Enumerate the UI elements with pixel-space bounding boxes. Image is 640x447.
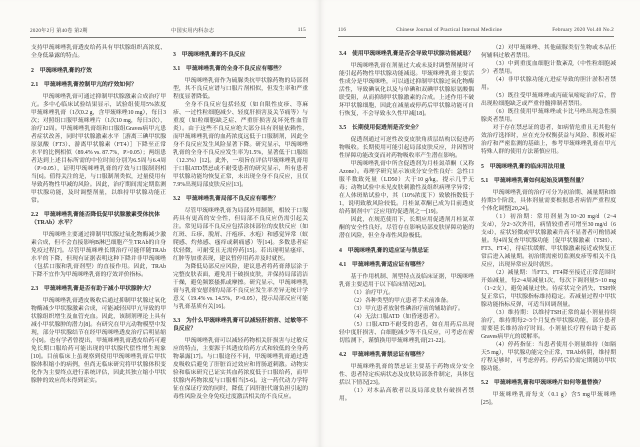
paragraph: 甲巯咪唑乳膏中所含促透剂为月桂氮䓬酮（又称Azone）。毒理学研究显示该成分安全性良好：急性口服半数致死量（LD50）大于10 g/kg，提示几乎无毒；动物试验中未见皮肤刺激性及组织病理学异常；在人体斑贴试验中，其（10%浓度下）致敏指数低于1，说明致敏风险较低。月桂氮䓬酮已成为目前透皮给药制剂中广泛应用的促透剂之一[19]。 [339, 161, 474, 215]
question-heading: 4.2 甲巯咪唑乳膏禁忌证有哪些？ [339, 352, 428, 358]
section-heading: 2 甲巯咪唑乳膏的疗效 [31, 68, 92, 74]
section-heading: 3 甲巯咪唑乳膏的不良反应 [173, 52, 246, 58]
section-heading: 4 甲巯咪唑乳膏的适应证与禁忌证 [339, 248, 429, 254]
header-journal-title-cn: 中国实用内科杂志 [171, 28, 215, 34]
question-heading: 2.3 甲巯咪唑乳膏是否有助于减小甲状腺肿大？ [31, 286, 155, 292]
question-heading: 2.2 甲巯咪唑乳膏能否降低促甲状腺激素受体抗体（TRAb）水平？ [31, 212, 160, 226]
question-heading: 3.1 甲巯咪唑乳膏的全身不良反应有哪些？ [173, 66, 285, 72]
text-column [173, 44, 308, 426]
paragraph: 支持甲巯咪唑乳膏透皮给药具有甲状腺组织高浓度、全身低暴露的特点。 [31, 45, 166, 59]
paragraph: 甲巯咪唑主要通过抑制甲状腺过氧化物酶减少激素合成，但不会直接影响B淋巴细胞产生TRAb的自身免疫过程[7]。尽管甲巯咪唑长期治疗可能伴随TRAb水平的下降，但现有证据表明这种下降并非甲巯咪唑（包括口服和乳膏剂型）的直接作用。因此，TRAb下降不宜作为甲巯咪唑乳膏的疗效评价指标。 [31, 232, 166, 278]
paragraph: 为降低局部反应风险，建议患者将药膏薄层涂于完整皮肤表面，避免用于破损皮肤，并保持局部清洁干燥，避免频繁搔抓或摩擦。研究显示，甲巯咪唑乳膏与乳膏安慰剂的局部不良反应发生率差异无统计学意义（19.4% vs. 14.5%，P>0.05），提示局部反应可能与乳膏基质有关[16]。 [173, 264, 308, 310]
paragraph: （3）甲亢患者放射性碘治疗前的辅助治疗。 [350, 306, 464, 312]
paragraph: 甲巯咪唑乳膏可通过抑制甲状腺激素合成治疗甲亢。多中心临床试验结果显示，试验组使用5%浓度甲巯咪唑乳膏（1次0.2 g，含甲巯咪唑10 mg），每日3次；对照组口服甲巯咪唑片（1次10 mg，每日3次），治疗12周。甲巯咪唑乳膏组和口服组Graves病甲亢患者症状改善，同时甲状腺激素水平［游离三碘甲状腺原氨酸（FT3）、游离甲状腺素（FT4）］下降至正常水平的比例相似（89.4% vs. 87.7%，P>0.05）；两组患者达到上述目标所需的中位时间分别为6.5周与6.4周（P>0.05），证明甲巯咪唑乳膏的疗效与口服制剂相当[6]。值得关注的是，与口服制剂类似，过量使用有导致药物性甲减的风险。因此，治疗期间需定期监测甲状腺功能，及时调整剂量，以维持甲状腺功能正常。 [31, 94, 166, 204]
text-column [481, 44, 616, 426]
paragraph: 促透剂通过可逆性改变皮肤角质层结构以促进药物吸收。长期使用可能引起局部皮肤反应，并因暂时性屏障功能改变而对药物吸收率产生潜在影响。 [339, 137, 474, 159]
paragraph: 甲巯咪唑乳膏作为硫脲类抗甲状腺药物的局部剂型，其不良反应谱与口服片剂相似，但发生率和严重程度显著降低。 [173, 78, 308, 100]
paragraph: 甲巯咪唑乳膏透皮吸收后通过抑制甲状腺过氧化物酶减少甲状腺激素合成，可能减轻因甲亢导致的甲状腺组织增生及血管充血。因此，该制剂理论上具有减小甲状腺肿的潜力[8]。有研究在甲亢动物模型中发现，部分甲状腺结节在经甲巯咪唑透皮治疗后明显缩小[9]。也有学者曾提出，甲巯咪唑乳膏透皮给药可避免长期口服给药可能出现的甲状腺代偿性增生现象[10]。目前临床上虽观察到使用甲巯咪唑乳膏后甲状腺体积缩小的病例，但尚无临床研究将甲状腺体积变化作为主要终点进行系统评估，因此其独立缩小甲状腺肿的效应尚未得到证实。 [31, 298, 166, 384]
question-heading: 5.2 甲巯咪唑乳膏和甲巯咪唑片如何等量替换？ [481, 380, 605, 386]
text-column [31, 44, 166, 426]
question-heading: 5.1 甲巯咪唑乳膏如何起始及调整剂量？ [481, 178, 587, 184]
paragraph: （3）维持期：以维持TSH正常的最小剂量持续治疗，维持期每2~3个月复查甲状腺功能，部分患者需要延长维持治疗时间。小剂量长疗程有助于提高Graves病甲亢的缓解率。 [481, 310, 616, 340]
paragraph: （6）既往使用甲巯咪唑或卡比马唑出现急性胰腺炎者禁用。 [481, 109, 616, 123]
paragraph: （3）中到重度血细胞计数紊乱（中性粒细胞减少）者禁用。 [481, 61, 616, 75]
running-header-right [338, 27, 614, 37]
paragraph: 甲巯咪唑乳膏的禁忌证主要基于药物成分安全性、患者特定疾病状态及皮肤局部条件制定，具体包括以下情况[23]。 [339, 364, 474, 386]
paragraph: 甲巯咪唑乳膏可以减轻药物相关肝损害与过敏反应的特点，主要源于其透皮给药方式和较低的全身药物暴露[17]。与口服途径不同，甲巯咪唑乳膏通过透皮吸收后避免了肝脏首过效应和胃肠道刺激。动物实验和临床研究已证实其血药浓度低于口服给药，而甲状腺内药物浓度与口服相当[5-6]。这一药代动力学特征在保证疗效的同时，降低了因肝脏代谢负担引起的毒性风险及全身免疫过度激活相关的不良反应。 [173, 338, 308, 400]
header-issue-en: February 2020 Vol.40 No.2 [552, 27, 614, 33]
paragraph: 因此，在规范使用下，长期应用促透剂月桂氮䓬酮的安全性良好。尽管存在影响局部皮肤屏障功能的潜在风险，但全身毒性风险极低。 [339, 217, 474, 239]
paragraph: （5）口服ATD不耐受的患者，如在用药后出现轻中度肝损害、白细胞减少等不良反应，可考虑在密切监测下，谨慎换用甲巯咪唑乳膏[21-22]。 [339, 322, 474, 344]
running-header-left [30, 27, 306, 38]
question-heading: 2.1 甲巯咪唑乳膏控制甲亢的疗效如何？ [31, 82, 137, 88]
paragraph: （2）减量期：当FT3、FT4降至接近正常范围时开始减量，每2~4周减量1次，每次下调剂量5~10 mg（1~2支），避免减量过快。待症状完全消失、TSH恢复正常后，甲状腺指标维持稳定。若减量过程中甲状腺功能指标反弹，可适当回调剂量。 [481, 270, 616, 308]
paragraph: 甲巯咪唑乳膏每支（0.1 g）含5 mg甲巯咪唑[25]。 [481, 392, 616, 406]
paragraph: （1）初治期：常用剂量为10~20 mg/d（2~4支/d），分2~3次外用，病情较重者可增至30 mg/d（6支/d），症状轻微或甲状腺激素升高不显著者可酌情减量。每4周复查甲状腺功能［促甲状腺激素（TSH）、FT3、FT4］，待症状缓解、甲状腺激素接近或恢复正常后进入减量期。初治期需密切监测皮疹等相关不良反应，出现异常应及时就医。 [481, 214, 616, 268]
paragraph: 尽管甲巯咪唑乳膏为局部外用制剂，相较于口服药具有更高的安全性，但局部不良反应仍需引起关注。常见局部不良反应包括涂抹部位的皮肤反应（如红斑、丘疹、脱屑、汗疱疹、水疱）和感觉异常（蚁爬感、灼热感、瘙痒或刺痛感）等[14]。多数患者症状轻微，可耐受且无需停药[15]。若出现明显瘙痒、红肿等加重表现，建议暂停用药并及时就医。 [173, 208, 308, 262]
paragraph: 甲巯咪唑乳膏在剂量过大或未及时调整剂量时可能引起药物性甲状腺功能减退。甲巯咪唑乳膏主要活性成分是甲巯咪唑，可以通过抑制甲状腺过氧化物酶活性，导致碘氧化以及与单碘和双碘甲状腺原氨酸偶联受阻，从而抑制甲状腺激素的合成。上述作用不破坏甲状腺细胞，因此在减量或停药后甲状腺功能可自行恢复，不会导致永久性甲减[18]。 [339, 63, 474, 117]
question-heading: 3.4 使用甲巯咪唑乳膏是否会导致甲状腺功能减退？ [339, 51, 474, 57]
paragraph: （2）各种类型的甲亢患者手术前准备。 [350, 298, 453, 304]
question-heading: 4.1 甲巯咪唑乳膏适应证有哪些？ [339, 262, 428, 268]
paragraph: （2）对甲巯咪唑、其他硫脲类衍生物或本品任何辅料过敏者禁用。 [481, 45, 616, 59]
text-column [339, 44, 474, 426]
section-heading: 5 甲巯咪唑乳膏的临床用法用量 [481, 164, 566, 170]
header-issue-cn: 2020年2月 第40卷 第2期 [30, 28, 88, 34]
header-journal-title-en: Chinese Journal of Practical Internal Medicine [396, 27, 503, 33]
question-heading: 3.2 甲巯咪唑乳膏局部不良反应有哪些？ [173, 196, 279, 202]
paragraph: 基于作用机制、剂型特点及临床证据，甲巯咪唑乳膏主要适用于以下临床情况[20]。 [339, 274, 474, 288]
paragraph: （1）对本品高敏者以及局部皮肤有破损者禁用。 [339, 388, 474, 402]
paragraph: （1）治疗甲亢。 [350, 290, 395, 296]
paragraph: （4）无法口服ATD（如昏迷患者）。 [350, 314, 444, 320]
paragraph: （4）停药指征：当患者使用小剂量维持（如隔天5 mg），甲状腺功能完全正常，TRAb转阴，维持期疗程足够时，可考虑停药。停药后仍需定期随访甲状腺功能。 [481, 342, 616, 372]
question-heading: 3.5 长期使用促透剂是否安全？ [339, 125, 422, 131]
paragraph: （5）既往受甲巯咪唑或丙硫氧嘧啶治疗后，曾出现粒细胞缺乏或严重骨髓抑制者禁用。 [481, 93, 616, 107]
paragraph: （4）非甲状腺功能亢进症导致的胆汁淤积者禁用。 [481, 77, 616, 91]
header-page-number: 116 [338, 27, 347, 33]
header-page-number: 115 [297, 27, 306, 33]
paragraph: 对于存在禁忌证的患者，如病情危重且无其他有效治疗选择时，应在充分权衡获益与风险、积极对症治疗和严密监测的基础上，参考甲巯咪唑乳膏在甲亢特殊人群的使用方法谨慎应用。 [481, 125, 616, 155]
journal-page-right [320, 0, 640, 447]
paragraph: 甲巯咪唑乳膏的治疗可分为初治期、减量期和维持期3个阶段，具体剂量需要根据患者病情严重程度个体化调整[20,24]。 [481, 190, 616, 212]
question-heading: 3.3 为什么甲巯咪唑乳膏可以减轻肝损害、过敏等不良反应？ [173, 318, 308, 332]
paragraph: 全身不良反应包括轻度（如自限性皮疹、荨麻疹、一过性粒细胞减少、轻度肝损害及关节痛等）与重度（如粒细胞缺乏症、严重肝损害及坏死性血管炎）。由于这些不良反应绝大部分具有剂量依赖性，而甲巯咪唑乳膏的血药浓度远低于口服制剂，因此全身不良反应发生风险显著下降。研究显示，甲巯咪唑乳膏的全身不良反应发生率为1.5%，显著低于口服组（12.3%）[12]。此外，一项旨在评估甲巯咪唑乳膏用于口服ATD禁忌或不耐受患者的研究显示，所有患者甲状腺功能均恢复正常，未出现全身不良反应，且仅7.9%出现局部皮肤反应[13]。 [173, 102, 308, 188]
